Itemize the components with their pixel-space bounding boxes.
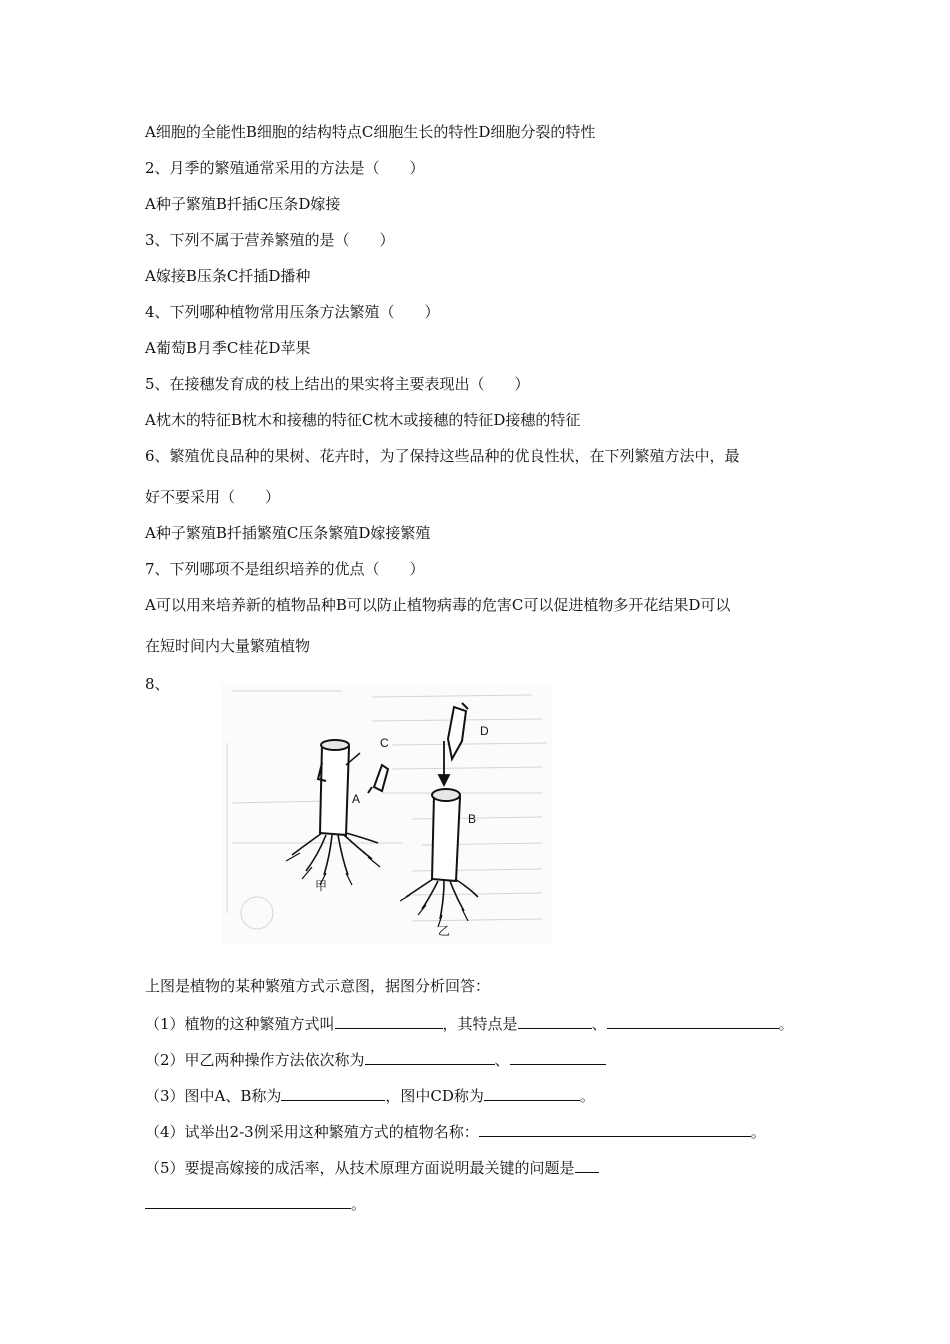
question-5: 5、在接穗发育成的枝上结出的果实将主要表现出（ ） (145, 375, 530, 393)
subquestion-5-line-2 (145, 1192, 366, 1214)
subquestion-2-text: （2）甲乙两种操作方法依次称为 (145, 1051, 365, 1069)
subquestion-5 (145, 1156, 599, 1178)
figure-label-jia: 甲 (315, 879, 328, 893)
answer-blank[interactable] (365, 1048, 495, 1065)
subquestion-1-sep: 、 (591, 1015, 607, 1033)
options-5: A枕木的特征B枕木和接穗的特征C枕木或接穗的特征D接穗的特征 (145, 411, 581, 429)
answer-blank[interactable] (575, 1156, 599, 1173)
subquestion-2-sep: 、 (494, 1051, 510, 1069)
options-3: A嫁接B压条C扦插D播种 (145, 267, 311, 285)
answer-blank[interactable] (335, 1012, 443, 1029)
question-8: 8、 (145, 675, 170, 693)
answer-blank[interactable] (484, 1084, 580, 1101)
subquestion-5-end: 。 (351, 1195, 367, 1213)
figure-label-c: C (380, 736, 389, 750)
question-6-line-2: 好不要采用（ ） (145, 488, 281, 506)
grafting-figure (222, 683, 552, 945)
subquestion-1 (145, 1012, 794, 1034)
figure-label-a: A (352, 792, 361, 806)
question-4: 4、下列哪种植物常用压条方法繁殖（ ） (145, 303, 440, 321)
subquestion-3 (145, 1084, 595, 1106)
subquestion-3-end: 。 (579, 1087, 595, 1105)
question-2: 2、月季的繁殖通常采用的方法是（ ） (145, 159, 425, 177)
subquestion-4-end: 。 (750, 1123, 766, 1141)
subquestion-2 (145, 1048, 606, 1070)
subquestion-1-text-2: ，其特点是 (442, 1015, 518, 1033)
options-7-line-1: A可以用来培养新的植物品种B可以防止植物病毒的危害C可以促进植物多开花结果D可以 (145, 596, 731, 614)
subquestion-1-text: （1）植物的这种繁殖方式叫 (145, 1015, 335, 1033)
subquestion-3-text-2: ，图中CD称为 (385, 1087, 484, 1105)
subquestion-3-text: （3）图中A、B称为 (145, 1087, 282, 1105)
answer-blank[interactable] (145, 1192, 351, 1209)
figure-label-b: B (468, 812, 477, 826)
answer-blank[interactable] (281, 1084, 385, 1101)
answer-blank[interactable] (510, 1048, 606, 1065)
answer-blank[interactable] (607, 1012, 779, 1029)
options-7-line-2: 在短时间内大量繁殖植物 (145, 637, 311, 655)
subquestion-4-text: （4）试举出2-3例采用这种繁殖方式的植物名称： (145, 1123, 479, 1141)
answer-blank[interactable] (479, 1120, 751, 1137)
option-line-1: A细胞的全能性B细胞的结构特点C细胞生长的特性D细胞分裂的特性 (145, 123, 596, 141)
question-6-line-1: 6、繁殖优良品种的果树、花卉时，为了保持这些品种的优良性状，在下列繁殖方法中，最 (145, 447, 740, 465)
options-6: A种子繁殖B扦插繁殖C压条繁殖D嫁接繁殖 (145, 524, 431, 542)
figure-label-yi: 乙 (438, 924, 451, 938)
figure-label-d: D (480, 724, 489, 738)
question-7: 7、下列哪项不是组织培养的优点（ ） (145, 560, 425, 578)
answer-blank[interactable] (518, 1012, 592, 1029)
subquestion-5-text: （5）要提高嫁接的成活率，从技术原理方面说明最关键的问题是 (145, 1159, 575, 1177)
options-2: A种子繁殖B扦插C压条D嫁接 (145, 195, 341, 213)
subquestion-1-end: 。 (778, 1015, 794, 1033)
options-4: A葡萄B月季C桂花D苹果 (145, 339, 311, 357)
figure-intro: 上图是植物的某种繁殖方式示意图，据图分析回答： (145, 977, 491, 995)
subquestion-4 (145, 1120, 766, 1142)
question-3: 3、下列不属于营养繁殖的是（ ） (145, 231, 395, 249)
